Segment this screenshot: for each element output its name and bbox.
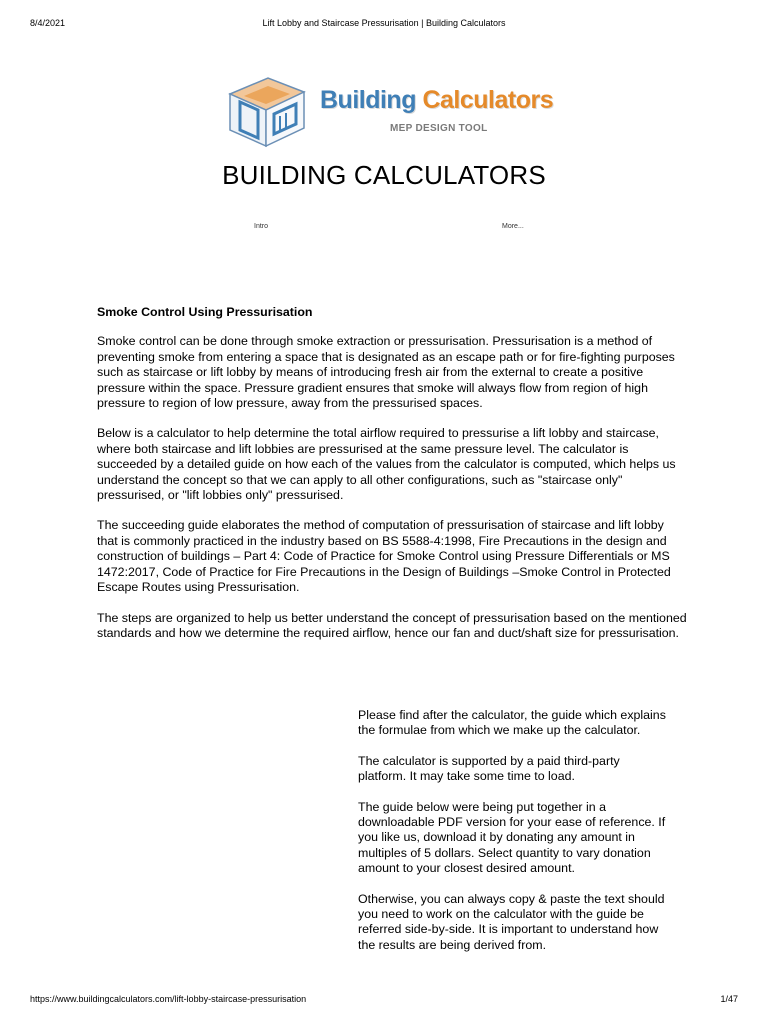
side-note: Please find after the calculator, the guide which explains the formulae from which we make up the calculator. (358, 708, 666, 738)
building-box-logo-icon (220, 72, 310, 150)
page-number: 1/47 (720, 994, 738, 1004)
article-paragraph: The steps are organized to help us better understand the concept of pressurisation based on the mentioned standards and how we determine the required airflow, hence our fan and duct/shaft size for pressurisation. (97, 610, 687, 640)
logo-word-building: Building (320, 86, 416, 114)
logo-word-calculators: Calculators (422, 86, 554, 114)
logo-wordmark (320, 86, 553, 115)
nav-link-intro[interactable]: Intro (254, 223, 269, 230)
article-heading: Smoke Control Using Pressurisation (97, 305, 313, 319)
logo-tagline: MEP DESIGN TOOL (390, 123, 488, 134)
side-note: Otherwise, you can always copy & paste the text should you need to work on the calculator with the guide be referred side-by-side. It is important to understand how the results are being derived from. (358, 891, 665, 952)
site-logo[interactable] (220, 72, 565, 150)
side-note: The guide below were being put together in a downloadable PDF version for your ease of reference. If you like us, download it by donating any amount in multiples of 5 dollars. Select quantity to vary donation amount to your closest desired amount. (358, 799, 666, 876)
site-title: BUILDING CALCULATORS (222, 160, 546, 190)
print-date: 8/4/2021 (30, 18, 66, 28)
side-notes (358, 708, 668, 988)
side-note: The calculator is supported by a paid third-party platform. It may take some time to load. (358, 753, 620, 784)
article-body (97, 305, 687, 656)
article-paragraph: The succeeding guide elaborates the method of computation of pressurisation of staircase and lift lobby that is commonly practiced in the industry based on BS 5588-4:1998, Fire Precautions in the design and construction of buildings – Part 4: Code of Practice for Smoke Control using Pressure Differentials or MS 1472:2017, Code of Practice for Fire Precautions in the Design of Buildings –Smoke Control in Protected Escape Routes using Pressurisation. (97, 518, 671, 595)
nav-link-more[interactable]: More... (502, 223, 524, 230)
article-paragraph: Below is a calculator to help determine the total airflow required to pressurise a lift lobby and staircase, where both staircase and lift lobbies are pressurised at the same pressure level. The calculator is succeeded by a detailed guide on how each of the values from the calculator is computed, which helps us understand the concept so that we can apply to all other configurations, such as "staircase only" pressurised, or "lift lobbies only" pressurised. (97, 426, 676, 503)
print-page-title: Lift Lobby and Staircase Pressurisation | Building Calculators (262, 18, 506, 28)
article-paragraph: Smoke control can be done through smoke extraction or pressurisation. Pressurisation is a method of preventing smoke from entering a space that is designated as an escape path or for fire-fighting purposes such as staircase or lift lobby by means of introducing fresh air from the external to create a positive pressure within the space. Pressure gradient ensures that smoke will always flow from region of high pressure to region of low pressure, away from the pressurised spaces. (97, 334, 675, 411)
print-url: https://www.buildingcalculators.com/lift-lobby-staircase-pressurisation (30, 994, 307, 1004)
